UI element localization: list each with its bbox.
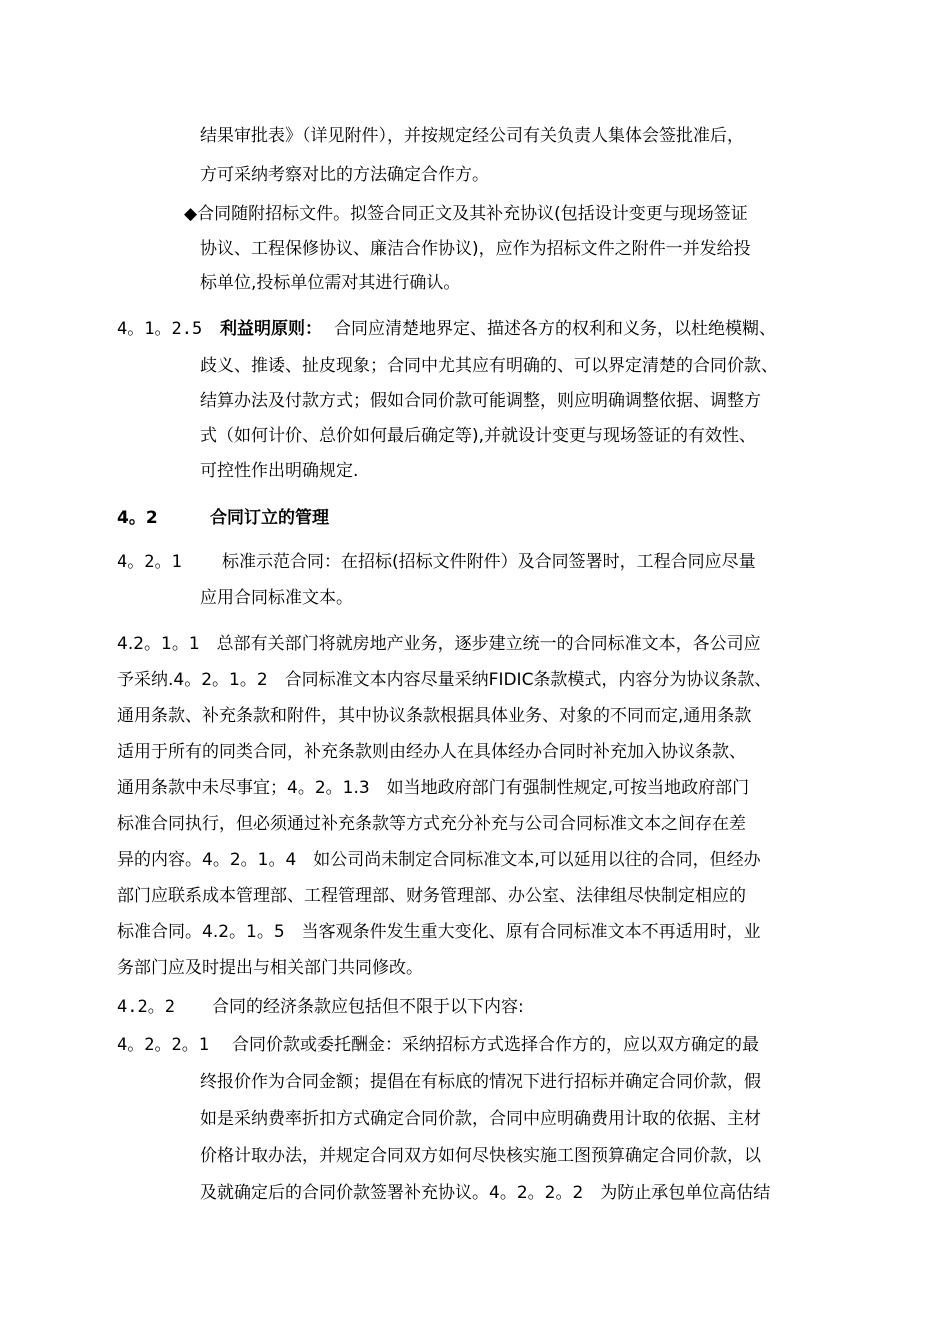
paragraph-line: 予采纳.4。2。1。2 合同标准文本内容尽量采纳FIDIC条款模式，内容分为协议条款、: [117, 670, 772, 690]
paragraph-line: 如是采纳费率折扣方式确定合同价款，合同中应明确费用计取的依据、主材: [200, 1109, 761, 1129]
paragraph-line: 方可采纳考察对比的方法确定合作方。: [200, 165, 489, 185]
paragraph-line: 合同应清楚地界定、描述各方的权利和义务，以杜绝模糊、: [334, 319, 776, 339]
paragraph-line: 终报价作为合同金额；提倡在有标底的情况下进行招标并确定合同价款，假: [200, 1072, 761, 1092]
section-number-4-2-1: 4。2。1: [117, 552, 182, 572]
paragraph-line: 务部门应及时提出与相关部门共同修改。: [117, 958, 423, 978]
paragraph-line: 结果审批表》（详见附件），并按规定经公司有关负责人集体会签批准后，: [200, 126, 744, 146]
paragraph-line: 通用条款、补充条款和附件，其中协议条款根据具体业务、对象的不同而定,通用条款: [117, 706, 752, 726]
paragraph-line: 标准合同执行，但必须通过补充条款等方式充分补充与公司合同标准文本之间存在差: [117, 814, 746, 834]
paragraph-line: 合同价款或委托酬金：采纳招标方式选择合作方的，应以双方确定的最: [232, 1035, 759, 1055]
bullet-paragraph-line: ◆合同随附招标文件。拟签合同正文及其补充协议(包括设计变更与现场签证: [184, 204, 748, 224]
paragraph-line: 协议、工程保修协议、廉洁合作协议)，应作为招标文件之附件一并发给投: [200, 239, 751, 259]
paragraph-line: 歧义、推诿、扯皮现象；合同中尤其应有明确的、可以界定清楚的合同价款、: [200, 356, 778, 376]
paragraph-line: 异的内容。4。2。1。4 如公司尚未制定合同标准文本,可以延用以往的合同，但经办: [117, 850, 761, 870]
section-number-4-1-2-5: 4。1。2.5: [117, 319, 203, 339]
paragraph-line: 通用条款中未尽事宜；4。2。1.3 如当地政府部门有强制性规定,可按当地政府部门: [117, 778, 750, 798]
paragraph-line: 标准合同。4.2。1。5 当客观条件发生重大变化、原有合同标准文本不再适用时，业: [117, 922, 761, 942]
paragraph-line: 标准示范合同：在招标(招标文件附件）及合同签署时，工程合同应尽量: [222, 552, 756, 572]
paragraph-line: 价格计取办法，并规定合同双方如何尽快核实施工图预算确定合同价款，以: [200, 1146, 761, 1166]
paragraph-line: 标单位,投标单位需对其进行确认。: [200, 273, 461, 293]
paragraph-line: 可控性作出明确规定.: [200, 461, 359, 481]
paragraph-line: 应用合同标准文本。: [200, 588, 353, 608]
paragraph-line: 结算办法及付款方式；假如合同价款可能调整，则应明确调整依据、调整方: [200, 391, 761, 411]
section-number-4-2-2-1: 4。2。2。1: [117, 1035, 209, 1055]
section-heading-benefit-principle: 利益明原则：: [220, 319, 322, 339]
section-number-4-2-2: 4.2。2: [117, 997, 175, 1017]
paragraph-line: 及就确定后的合同价款签署补充协议。4。2。2。2 为防止承包单位高估结: [200, 1183, 771, 1203]
paragraph-line: 合同的经济条款应包括但不限于以下内容:: [212, 997, 524, 1017]
paragraph-line: 4.2。1。1 总部有关部门将就房地产业务，逐步建立统一的合同标准文本，各公司应: [117, 634, 761, 654]
section-heading-contract-management: 合同订立的管理: [210, 508, 329, 528]
paragraph-line: 适用于所有的同类合同，补充条款则由经办人在具体经办合同时补充加入协议条款、: [117, 742, 746, 762]
section-number-4-2: 4。2: [117, 508, 158, 528]
paragraph-line: 式（如何计价、总价如何最后确定等),并就设计变更与现场签证的有效性、: [200, 426, 757, 446]
paragraph-line: 部门应联系成本管理部、工程管理部、财务管理部、办公室、法律组尽快制定相应的: [117, 886, 746, 906]
